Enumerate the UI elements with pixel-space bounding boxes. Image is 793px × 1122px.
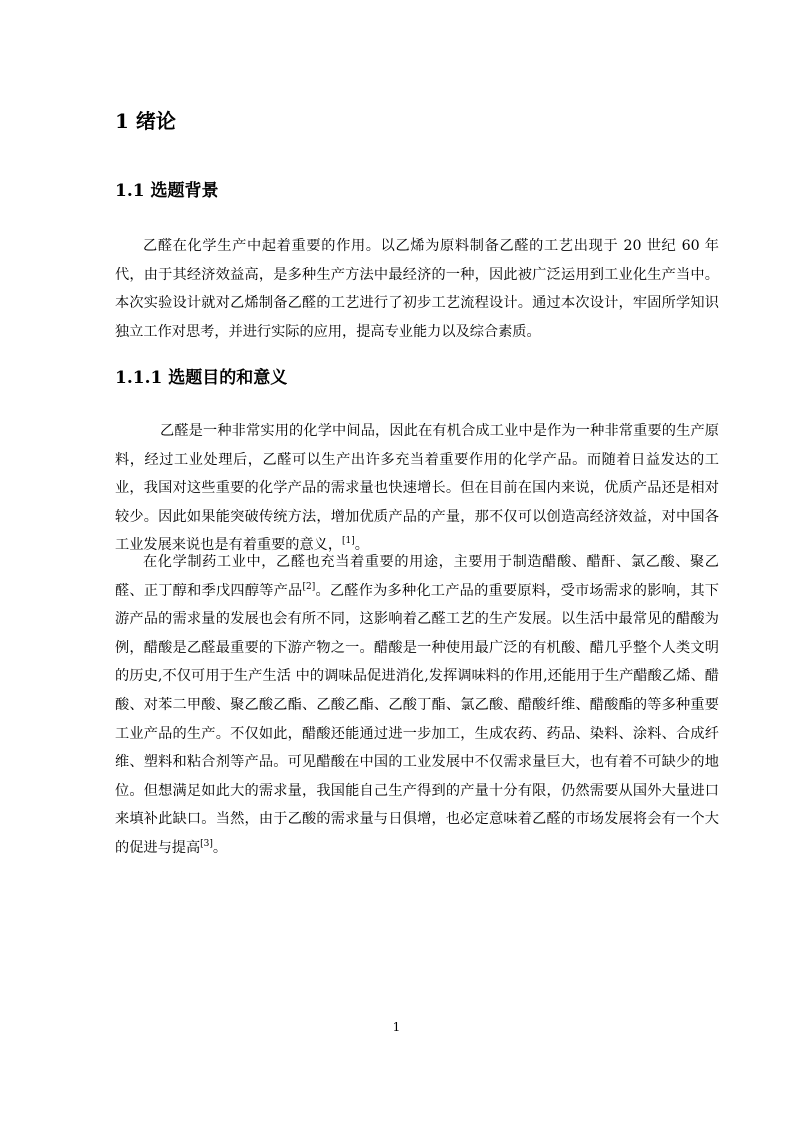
acetic-acid-paragraph-text-1: 在化学制药工业中，乙醛也充当着重要的用途，主要用于制造醋酸、醋酐、氯乙酸、聚乙醛、正丁醇和季戊四醇等产品	[115, 554, 719, 599]
citation-ref-2: [2]	[302, 581, 316, 592]
acetic-acid-paragraph-text-2: 。乙醛作为多种化工产品的重要原料，受市场需求的影响，其下游产品的需求量的发展也会有所不同，这影响着乙醛工艺的生产发展。以生活中最常见的醋酸为例，醋酸是乙醛最重要的下游产物之一。醋酸是一种使用最广泛的有机酸、醋几乎整个人类文明的历史,不仅可用于生产生活 中的调味品促进消化,发挥调味料的作用,还能用于生产醋酸乙烯、醋酸、对苯二甲酸、聚乙酸乙酯、乙酸乙酯、乙酸丁酯、氯乙酸、醋酸纤维、醋酸酯的等多种重要工业产品的生产。不仅如此，醋酸还能通过进一步加工，生成农药、药品、染料、涂料、合成纤维、塑料和粘合剂等产品。可见醋酸在中国的工业发展中不仅需求量巨大，也有着不可缺少的地位。但想满足如此大的需求量，我国能自己生产得到的产量十分有限，仍然需要从国外大量进口来填补此缺口。当然，由于乙酸的需求量与日俱增，也必定意味着乙醛的市场发展将会有一个大的促进与提高	[115, 582, 719, 856]
acetic-acid-paragraph-end: 。	[212, 839, 228, 856]
subsection-heading: 1.1.1 选题目的和意义	[115, 368, 288, 388]
acetic-acid-paragraph	[115, 548, 719, 863]
purpose-paragraph	[115, 417, 719, 560]
section-heading: 1.1 选题背景	[115, 181, 219, 201]
purpose-paragraph-text: 乙醛是一种非常实用的化学中间品，因此在有机合成工业中是作为一种非常重要的生产原料，经过工业处理后，乙醛可以生产出许多充当着重要作用的化学产品。而随着日益发达的工业，我国对这些重要的化学产品的需求量也快速增长。但在目前在国内来说，优质产品还是相对较少。因此如果能突破传统方法，增加优质产品的产量，那不仅可以创造高经济效益，对中国各工业发展来说也是有着重要的意义，	[115, 423, 719, 554]
citation-ref-3: [3]	[200, 838, 213, 849]
purpose-paragraph-end: 。	[354, 537, 369, 554]
page-number: 1	[392, 1020, 401, 1034]
chapter-heading: 1 绪论	[115, 109, 176, 133]
citation-ref-1: [1]	[342, 536, 355, 547]
background-paragraph: 乙醛在化学生产中起着重要的作用。以乙烯为原料制备乙醛的工艺出现于 20 世纪 60 年代，由于其经济效益高，是多种生产方法中最经济的一种，因此被广泛运用到工业化生产当中。本次实验设计就对乙烯制备乙醛的工艺进行了初步工艺流程设计。通过本次设计，牢固所学知识独立工作对思考，并进行实际的应用，提高专业能力以及综合素质。	[115, 238, 719, 340]
